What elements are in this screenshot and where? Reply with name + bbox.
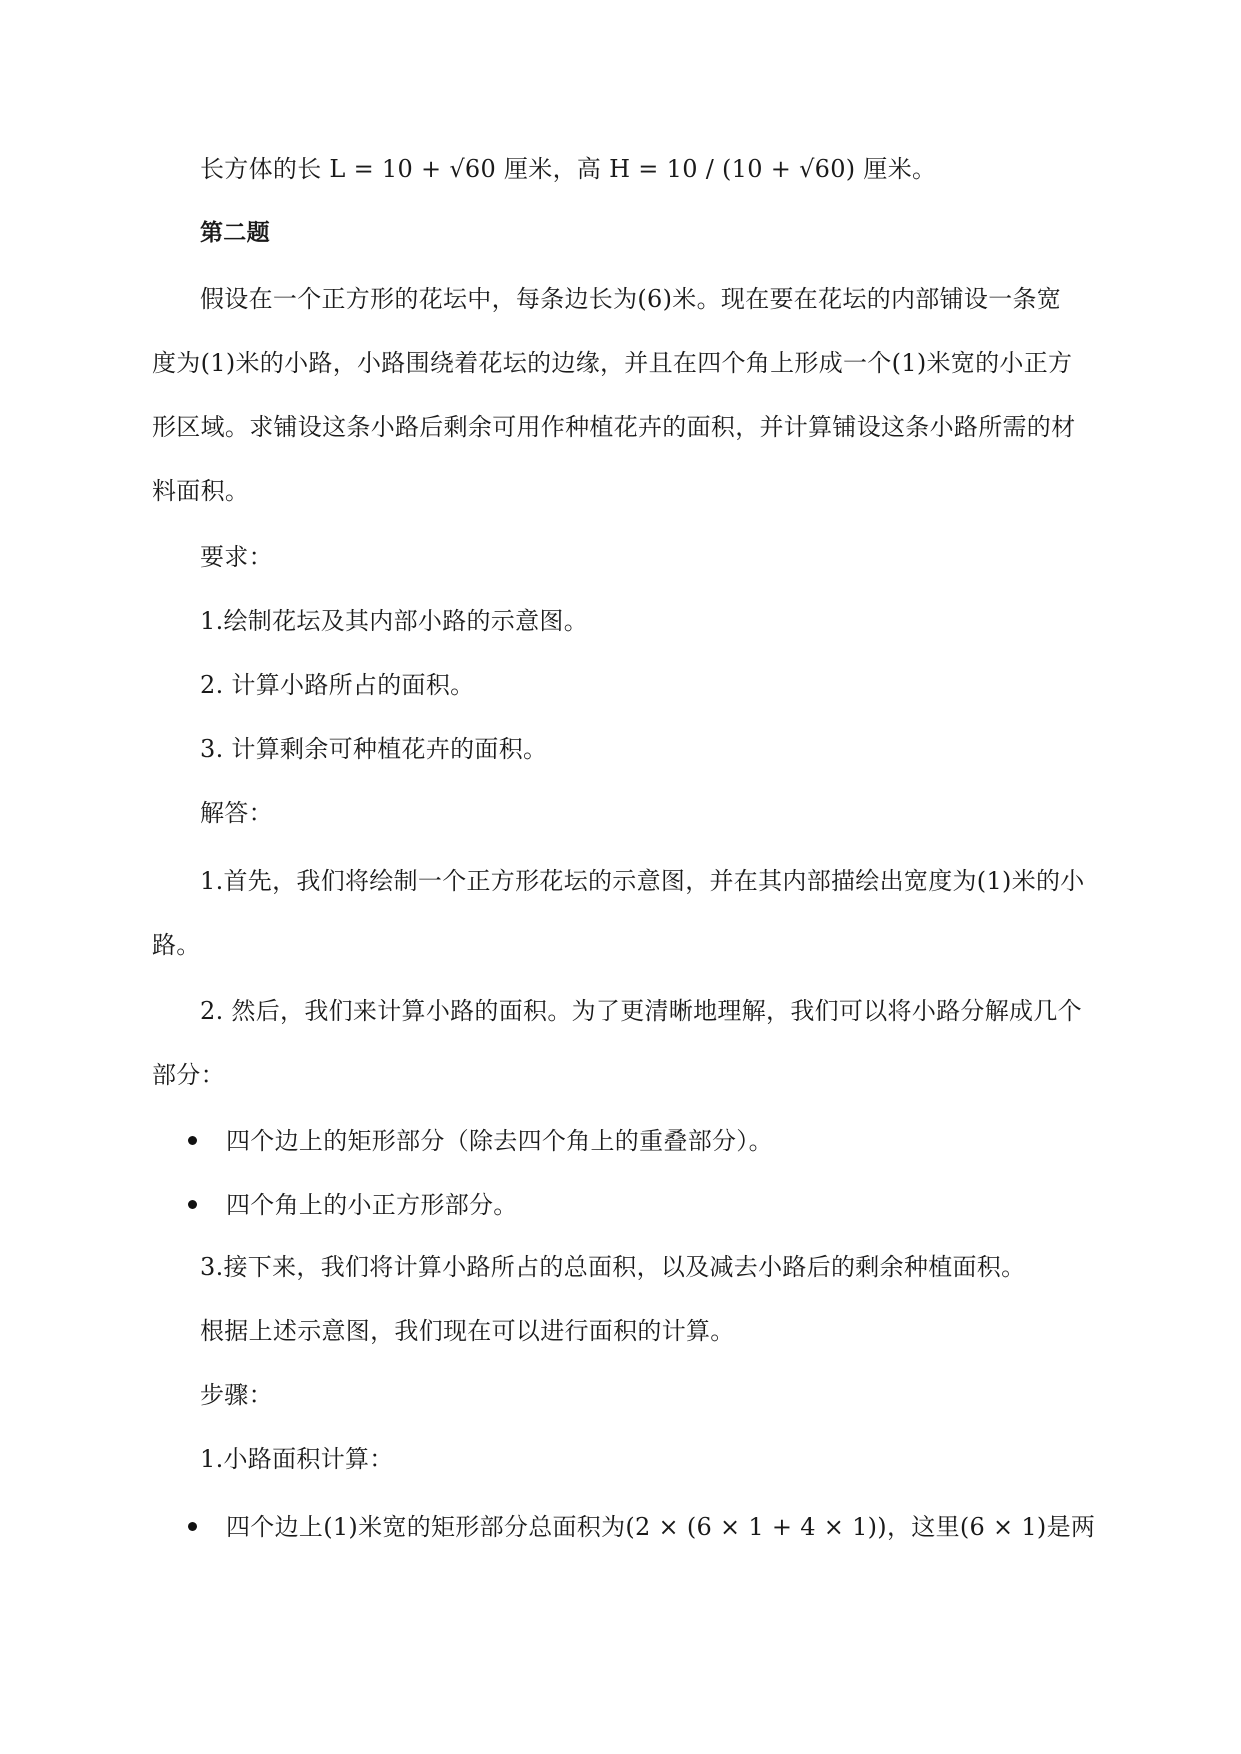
requirement-item: 2. 计算小路所占的面积。 xyxy=(200,671,475,699)
answer-line: 部分： xyxy=(152,1061,225,1089)
answer-line: 根据上述示意图，我们现在可以进行面积的计算。 xyxy=(200,1317,735,1345)
answer-line: 1.首先，我们将绘制一个正方形花坛的示意图，并在其内部描绘出宽度为(1)米的小 xyxy=(200,867,1085,895)
answer-line: 路。 xyxy=(152,931,201,959)
requirement-item: 3. 计算剩余可种植花卉的面积。 xyxy=(200,735,548,763)
requirements-label: 要求： xyxy=(200,543,273,571)
paragraph-line: 料面积。 xyxy=(152,477,250,505)
answer-line: 2. 然后，我们来计算小路的面积。为了更清晰地理解，我们可以将小路分解成几个 xyxy=(200,997,1082,1025)
answer-label: 解答： xyxy=(200,799,273,827)
section-heading: 第二题 xyxy=(200,220,270,246)
bullet-item: 四个边上的矩形部分（除去四个角上的重叠部分）。 xyxy=(226,1127,773,1155)
paragraph-line: 形区域。求铺设这条小路后剩余可用作种植花卉的面积，并计算铺设这条小路所需的材 xyxy=(152,413,1076,441)
bullet-item: 四个角上的小正方形部分。 xyxy=(226,1191,518,1219)
steps-label: 步骤： xyxy=(200,1381,273,1409)
requirement-item: 1.绘制花坛及其内部小路的示意图。 xyxy=(200,607,588,635)
answer-line: 3.接下来，我们将计算小路所占的总面积，以及减去小路后的剩余种植面积。 xyxy=(200,1253,1026,1281)
step-item: 1.小路面积计算： xyxy=(200,1445,394,1473)
bullet-item: 四个边上(1)米宽的矩形部分总面积为(2 × (6 × 1 + 4 × 1))，这里(6 × 1)是两 xyxy=(226,1513,1096,1541)
bullet-icon xyxy=(188,1200,197,1209)
paragraph-line: 度为(1)米的小路，小路围绕着花坛的边缘，并且在四个角上形成一个(1)米宽的小正方 xyxy=(152,349,1073,377)
bullet-icon xyxy=(188,1136,197,1145)
formula-line: 长方体的长 L = 10 + √60 厘米，高 H = 10 / (10 + √60) 厘米。 xyxy=(200,155,937,183)
bullet-icon xyxy=(188,1522,197,1531)
paragraph-line: 假设在一个正方形的花坛中，每条边长为(6)米。现在要在花坛的内部铺设一条宽 xyxy=(200,285,1062,313)
